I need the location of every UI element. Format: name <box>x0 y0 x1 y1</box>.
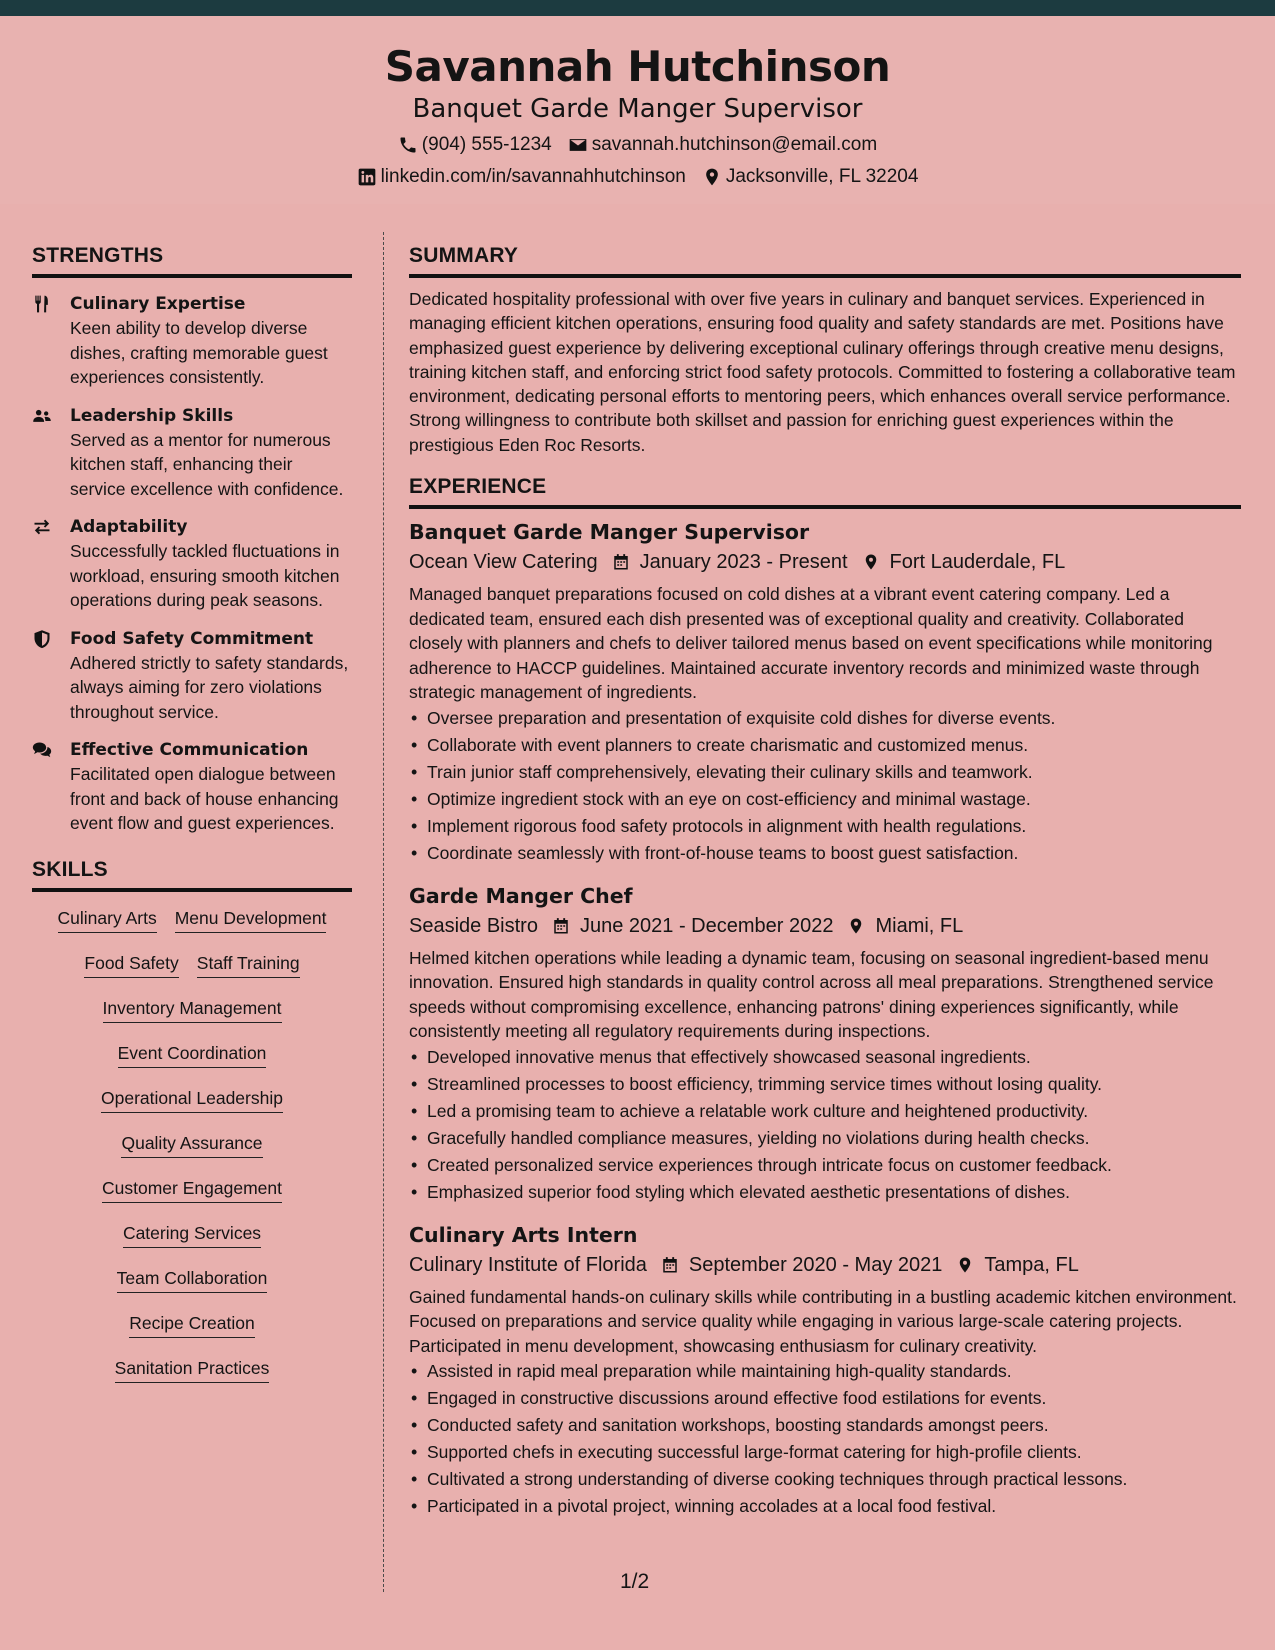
strength-title: Culinary Expertise <box>70 294 246 314</box>
skill-tag: Customer Engagement <box>102 1174 282 1203</box>
calendar-icon <box>552 916 570 936</box>
linkedin-contact[interactable] <box>357 166 686 188</box>
list-item: • Optimize ingredient stock with an eye on cost-efficiency and minimal wastage. <box>409 786 1241 813</box>
experience-heading: EXPERIENCE <box>409 475 1241 509</box>
left-column <box>32 244 352 1399</box>
strengths-heading: STRENGTHS <box>32 244 352 278</box>
right-column <box>409 244 1241 1520</box>
job-dates: September 2020 - May 2021 <box>688 1253 943 1276</box>
resume-header <box>0 16 1275 204</box>
list-item: • Collaborate with event planners to create charismatic and customized menus. <box>409 732 1241 759</box>
column-divider <box>383 232 384 1592</box>
calendar-icon <box>661 1255 679 1275</box>
job-dates: June 2021 - December 2022 <box>579 914 834 937</box>
skill-tag: Food Safety <box>84 949 178 978</box>
job-description: Gained fundamental hands-on culinary skills while contributing in a bustling academic kitchen environment. Focused on preparations and service quality while engaging in various large-scale catering projects. Participated in menu development, showcasing enthusiasm for culinary creativity. <box>409 1286 1237 1356</box>
email-text: savannah.hutchinson@email.com <box>591 134 878 155</box>
list-item: • Created personalized service experiences through intricate focus on customer feedback. <box>409 1152 1241 1179</box>
page-number: 1/2 <box>620 1570 650 1593</box>
strength-desc: Facilitated open dialogue between front and back of house enhancing event flow and guest experiences. <box>70 764 339 833</box>
job-meta <box>409 547 1241 577</box>
job-title: Banquet Garde Manger Supervisor <box>409 520 810 545</box>
map-marker-icon <box>862 552 880 572</box>
strength-title: Adaptability <box>70 517 188 537</box>
strength-item <box>32 404 352 502</box>
skill-tag: Staff Training <box>197 949 300 978</box>
exchange-icon <box>32 517 52 537</box>
skill-tag: Operational Leadership <box>101 1084 283 1113</box>
job-company: Ocean View Catering <box>409 551 598 574</box>
job-location: Fort Lauderdale, FL <box>889 551 1066 574</box>
job-entry <box>409 517 1241 867</box>
location-text: Jacksonville, FL 32204 <box>725 166 919 187</box>
list-item: • Engaged in constructive discussions around effective food estilations for events. <box>409 1385 1241 1412</box>
users-icon <box>32 406 52 426</box>
map-marker-icon <box>956 1255 974 1275</box>
job-bullets <box>409 705 1241 867</box>
contact-row-2 <box>0 166 1275 188</box>
envelope-icon <box>568 135 588 155</box>
list-item: • Developed innovative menus that effectively showcased seasonal ingredients. <box>409 1044 1241 1071</box>
job-title: Garde Manger Chef <box>409 883 633 908</box>
list-item: • Conducted safety and sanitation workshops, boosting standards amongst peers. <box>409 1412 1241 1439</box>
contact-row-1 <box>0 134 1275 156</box>
strength-item <box>32 515 352 613</box>
strength-item <box>32 738 352 836</box>
candidate-title: Banquet Garde Manger Supervisor <box>412 94 863 124</box>
list-item: • Coordinate seamlessly with front-of-house teams to boost guest satisfaction. <box>409 840 1241 867</box>
job-meta <box>409 911 1241 941</box>
skill-tag: Quality Assurance <box>121 1129 262 1158</box>
map-marker-icon <box>702 167 722 187</box>
skill-tag: Team Collaboration <box>117 1264 268 1293</box>
location-contact <box>702 166 919 188</box>
job-entry <box>409 881 1241 1206</box>
strength-desc: Served as a mentor for numerous kitchen staff, enhancing their service excellence with confidence. <box>70 429 344 499</box>
strength-title: Effective Communication <box>70 740 309 760</box>
list-item: • Emphasized superior food styling which elevated aesthetic presentations of dishes. <box>409 1179 1241 1206</box>
phone-text: (904) 555-1234 <box>421 134 552 155</box>
job-description: Managed banquet preparations focused on cold dishes at a vibrant event catering company. Led a dedicated team, ensured each dish presented was of exceptional quality and creativity. Collaborated closely with planners and chefs to deliver tailored menus based on event specifications while monitoring adherence to HACCP guidelines. Maintained accurate inventory records and minimized waste through strategic management of ingredients. <box>409 584 1213 703</box>
list-item: • Assisted in rapid meal preparation while maintaining high-quality standards. <box>409 1358 1241 1385</box>
list-item: • Gracefully handled compliance measures, yielding no violations during health checks. <box>409 1125 1241 1152</box>
job-title: Culinary Arts Intern <box>409 1222 638 1247</box>
list-item: • Led a promising team to achieve a relatable work culture and heightened productivity. <box>409 1098 1241 1125</box>
job-company: Seaside Bistro <box>409 914 538 937</box>
job-dates: January 2023 - Present <box>639 551 848 574</box>
job-bullets <box>409 1044 1241 1206</box>
strength-desc: Adhered strictly to safety standards, always aiming for zero violations throughout service. <box>70 652 349 722</box>
comments-icon <box>32 740 52 760</box>
list-item: • Participated in a pivotal project, winning accolades at a local food festival. <box>409 1493 1241 1520</box>
job-entry <box>409 1220 1241 1521</box>
skill-tag: Recipe Creation <box>129 1309 254 1338</box>
candidate-name: Savannah Hutchinson <box>384 42 891 91</box>
linkedin-text: linkedin.com/in/savannahhutchinson <box>380 166 686 187</box>
skill-tag: Sanitation Practices <box>115 1354 270 1383</box>
list-item: • Supported chefs in executing successful large-format catering for high-profile clients. <box>409 1439 1241 1466</box>
list-item: • Train junior staff comprehensively, elevating their culinary skills and teamwork. <box>409 759 1241 786</box>
job-location: Tampa, FL <box>984 1253 1079 1276</box>
utensils-icon <box>32 294 52 314</box>
strength-title: Leadership Skills <box>70 405 234 426</box>
phone-icon <box>398 135 418 155</box>
job-company: Culinary Institute of Florida <box>409 1253 647 1276</box>
list-item: • Implement rigorous food safety protocols in alignment with health regulations. <box>409 813 1241 840</box>
shield-icon <box>32 629 52 649</box>
strength-title: Food Safety Commitment <box>70 628 314 649</box>
list-item: • Streamlined processes to boost efficiency, trimming service times without losing quality. <box>409 1071 1241 1098</box>
summary-text: Dedicated hospitality professional with over five years in culinary and banquet services. Experienced in managing efficient kitchen operations, ensuring food quality and safety standards are met. Positions have emphasized guest experience by delivering exceptional culinary offerings through creative menu designs, training kitchen staff, and enforcing strict food safety protocols. Committed to fostering a collaborative team environment, dedicating personal efforts to mentoring peers, which enhances overall service performance. Strong willingness to contribute both skillset and passion for enriching guest experiences within the prestigious Eden Roc Resorts. <box>409 289 1236 455</box>
skill-tag: Culinary Arts <box>58 904 157 933</box>
list-item: • Cultivated a strong understanding of diverse cooking techniques through practical lessons. <box>409 1466 1241 1493</box>
phone-contact[interactable] <box>398 134 552 156</box>
job-bullets <box>409 1358 1241 1520</box>
job-description: Helmed kitchen operations while leading a dynamic team, focusing on seasonal ingredient-based menu innovation. Ensured high standards in quality control across all meal preparations. Strengthened service speeds without compromising excellence, enhancing patrons' dining experiences significantly, while consistently meeting all regulatory requirements during inspections. <box>409 947 1214 1042</box>
map-marker-icon <box>847 916 865 936</box>
job-location: Miami, FL <box>875 914 964 937</box>
skill-tag: Event Coordination <box>118 1039 267 1068</box>
strength-desc: Successfully tackled fluctuations in workload, ensuring smooth kitchen operations during peak seasons. <box>70 541 340 610</box>
skills-heading: SKILLS <box>32 858 352 892</box>
strength-desc: Keen ability to develop diverse dishes, crafting memorable guest experiences consistently. <box>70 318 328 387</box>
list-item: • Oversee preparation and presentation of exquisite cold dishes for diverse events. <box>409 705 1241 732</box>
linkedin-icon <box>357 167 377 187</box>
strength-item <box>32 292 352 390</box>
skill-tag: Inventory Management <box>103 994 282 1023</box>
skill-tag: Menu Development <box>175 904 327 933</box>
job-meta <box>409 1250 1241 1280</box>
top-accent-bar <box>0 0 1275 16</box>
skills-list <box>32 904 352 1399</box>
calendar-icon <box>612 552 630 572</box>
skill-tag: Catering Services <box>123 1219 261 1248</box>
strength-item <box>32 627 352 725</box>
email-contact[interactable] <box>568 134 877 156</box>
summary-heading: SUMMARY <box>409 244 1241 278</box>
